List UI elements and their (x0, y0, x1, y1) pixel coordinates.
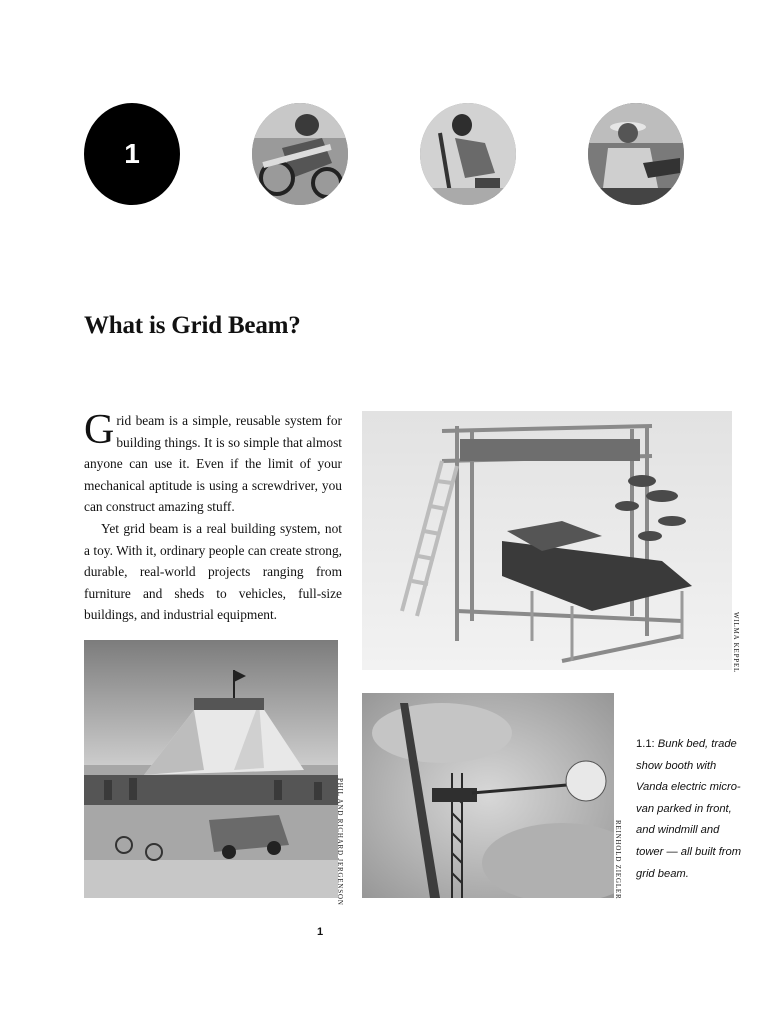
body-text (84, 407, 342, 626)
photo-windmill (362, 693, 614, 898)
credit-windmill: REINHOLD ZIEGLER (614, 820, 622, 900)
caption-label: 1.1: (636, 738, 655, 750)
page-title: What is Grid Beam? (84, 312, 301, 339)
paragraph-2: Yet grid beam is a real building system, not a toy. With it, ordinary people can create strong, durable, real-world projects ranging from furniture and sheds to vehicles, full-size buildings, and industrial equipment. (84, 520, 342, 623)
photo-circle-rider (252, 103, 348, 205)
photo-circle-builder (420, 103, 516, 205)
paragraph-1 (84, 407, 342, 518)
chapter-number-badge (84, 103, 180, 205)
page-number: 1 (316, 926, 324, 938)
photo-circle-man-in-hat (588, 103, 684, 205)
figure-caption (636, 734, 746, 885)
caption-text: Bunk bed, trade show booth with Vanda electric micro-van parked in front, and windmill and tower — all built from grid beam. (636, 738, 742, 880)
paragraph-1-text: rid beam is a simple, reusable system for building things. It is so simple that almost anyone can use it. Even if the limit of your mechanical aptitude is using a screwdriver, you can construct amazing stuff. (84, 413, 342, 515)
credit-bunk-bed: WILMA KEPPEL (732, 612, 740, 674)
photo-bunk-bed (362, 411, 732, 670)
chapter-number: 1 (124, 138, 140, 169)
photo-trade-show-booth (84, 640, 338, 898)
drop-cap: G (84, 407, 115, 453)
credit-trade-show: PHIL AND RICHARD JERGENSON (336, 778, 344, 906)
